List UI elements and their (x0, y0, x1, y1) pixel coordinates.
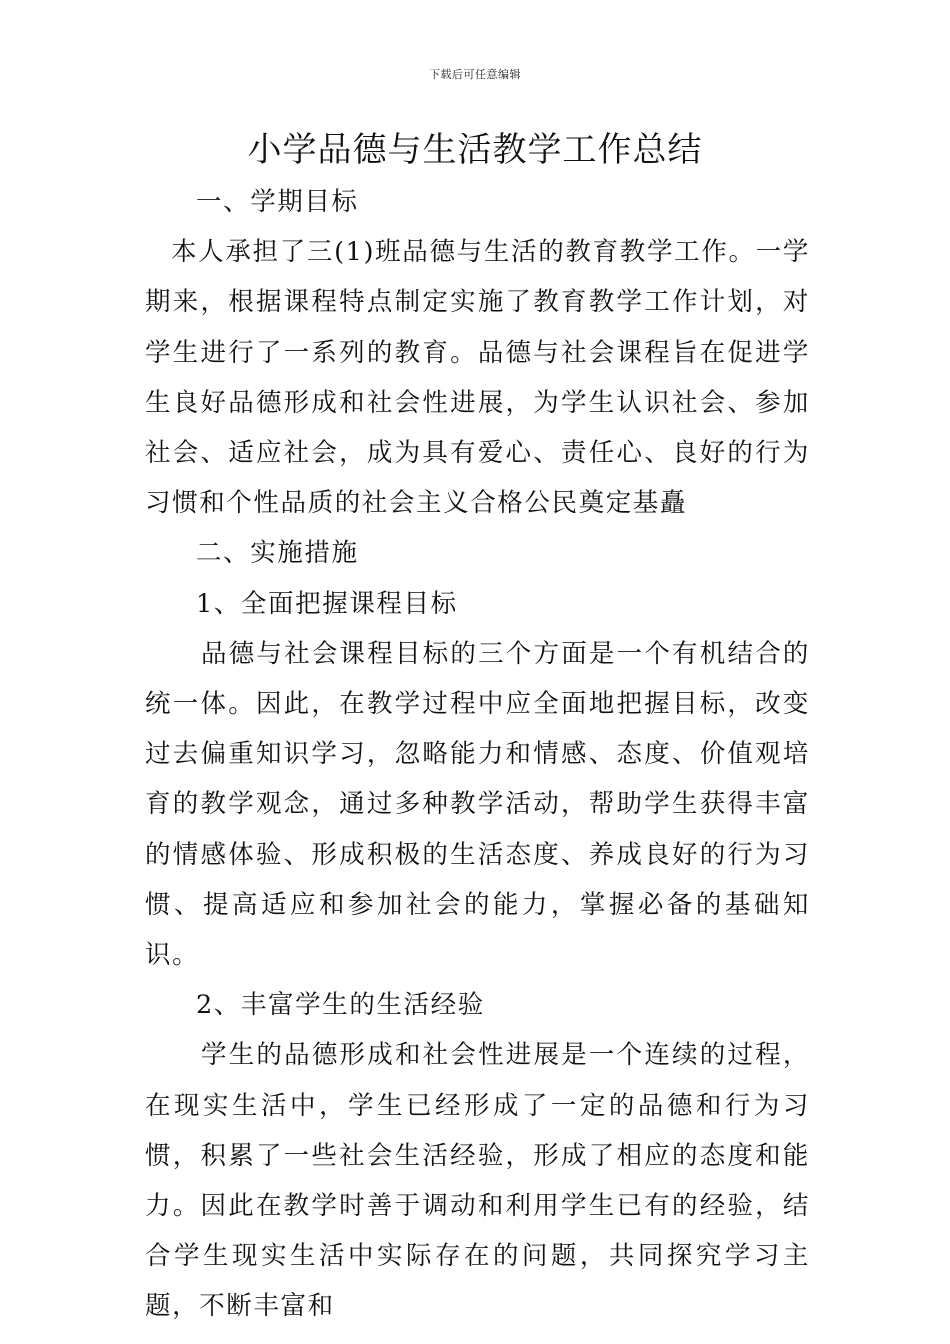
header-note: 下载后可任意编辑 (429, 68, 521, 81)
paragraph-goals: 本人承担了三(1)班品德与生活的教育教学工作。一学期来，根据课程特点制定实施了教育教学工作计划，对学生进行了一系列的教育。品德与社会课程旨在促进学生良好品德形成和社会性进展，为学生认识社会、参加社会、适应社会，成为具有爱心、责任心、良好的行为习惯和个性品质的社会主义合格公民奠定基矗 (145, 237, 810, 519)
document-body (145, 177, 810, 1332)
paragraph-life-experience: 学生的品德形成和社会性进展是一个连续的过程，在现实生活中，学生已经形成了一定的品德和行为习惯，积累了一些社会生活经验，形成了相应的态度和能力。因此在教学时善于调动和利用学生已有的经验，结合学生现实生活中实际存在的问题，共同探究学习主题，不断丰富和 (145, 1040, 810, 1322)
section-heading-measures: 二、实施措施 (196, 538, 359, 569)
subheading-life-experience: 2、丰富学生的生活经验 (196, 990, 485, 1021)
paragraph-course-goals: 品德与社会课程目标的三个方面是一个有机结合的统一体。因此，在教学过程中应全面地把握目标，改变过去偏重知识学习，忽略能力和情感、态度、价值观培育的教学观念，通过多种教学活动，帮助学生获得丰富的情感体验、形成积极的生活态度、养成良好的行为习惯、提高适应和参加社会的能力，掌握必备的基础知识。 (145, 638, 810, 971)
document-title: 小学品德与生活教学工作总结 (247, 130, 703, 170)
subheading-course-goals: 1、全面把握课程目标 (196, 588, 458, 619)
section-heading-goals: 一、学期目标 (196, 187, 359, 217)
